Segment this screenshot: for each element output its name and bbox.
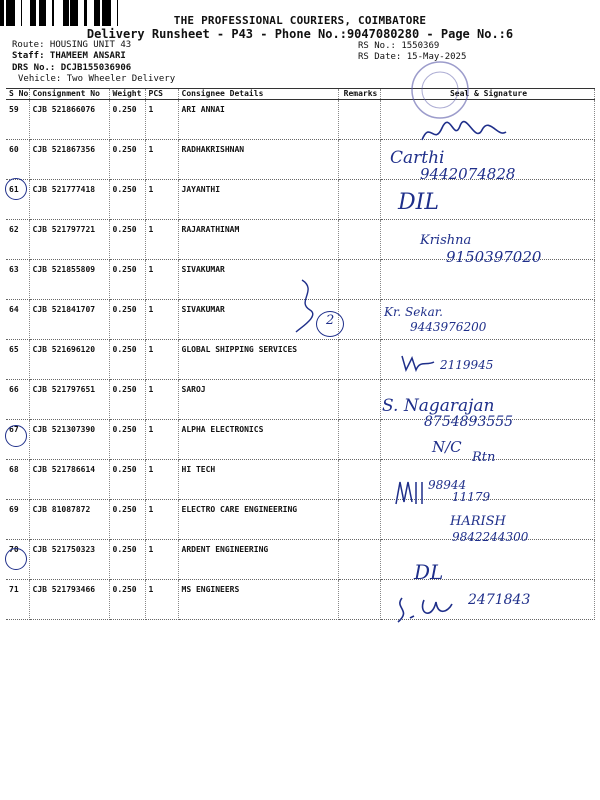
cell-weight: 0.250 <box>109 420 145 460</box>
cell-cons: CJB 521307390 <box>29 420 109 460</box>
empty-cell <box>380 540 594 580</box>
empty-cell <box>338 460 380 500</box>
handwriting: 9442074828 <box>420 165 516 183</box>
cell-cons: CJB 521793466 <box>29 580 109 620</box>
runsheet-title: Delivery Runsheet - P43 - Phone No.:9047080280 - Page No.:6 <box>86 27 514 41</box>
empty-cell <box>338 420 380 460</box>
cell-pcs: 1 <box>145 180 178 220</box>
cell-sno: 65 <box>6 340 29 380</box>
cell-weight: 0.250 <box>109 180 145 220</box>
cell-cons: CJB 521786614 <box>29 460 109 500</box>
cell-cons: CJB 521750323 <box>29 540 109 580</box>
route-label: Route: HOUSING UNIT 43 <box>12 40 132 50</box>
cell-sno: 68 <box>6 460 29 500</box>
cell-pcs: 1 <box>145 500 178 540</box>
cell-weight: 0.250 <box>109 100 145 140</box>
col-header: Weight <box>109 89 145 100</box>
table-row <box>6 340 594 380</box>
empty-cell <box>338 140 380 180</box>
cell-cons: CJB 521797651 <box>29 380 109 420</box>
col-header: PCS <box>145 89 178 100</box>
empty-cell <box>338 540 380 580</box>
empty-cell <box>338 380 380 420</box>
signature-icon <box>392 478 428 508</box>
empty-cell <box>338 300 380 340</box>
handwriting: 9842244300 <box>452 530 529 544</box>
handwriting: 9150397020 <box>446 248 542 266</box>
cell-weight: 0.250 <box>109 340 145 380</box>
empty-cell <box>338 100 380 140</box>
cell-sno: 62 <box>6 220 29 260</box>
company-name: THE PROFESSIONAL COURIERS, COIMBATORE <box>173 14 427 27</box>
cell-name: ALPHA ELECTRONICS <box>178 420 338 460</box>
handwriting: 98944 <box>428 478 467 492</box>
cell-name: JAYANTHI <box>178 180 338 220</box>
empty-cell <box>338 580 380 620</box>
cell-name: GLOBAL SHIPPING SERVICES <box>178 340 338 380</box>
table-row <box>6 460 594 500</box>
handwriting: 2119945 <box>440 358 494 372</box>
cell-pcs: 1 <box>145 580 178 620</box>
table-row <box>6 180 594 220</box>
cell-pcs: 1 <box>145 100 178 140</box>
rs-date: RS Date: 15-May-2025 <box>358 52 467 62</box>
handwriting: 2 <box>326 313 335 328</box>
cell-name: ARDENT ENGINEERING <box>178 540 338 580</box>
cell-name: RAJARATHINAM <box>178 220 338 260</box>
cell-weight: 0.250 <box>109 260 145 300</box>
empty-cell <box>338 260 380 300</box>
cell-pcs: 1 <box>145 380 178 420</box>
cell-weight: 0.250 <box>109 140 145 180</box>
handwriting: Carthi <box>390 148 445 168</box>
cell-pcs: 1 <box>145 260 178 300</box>
col-header: Consignment No <box>29 89 109 100</box>
circled-row-mark <box>5 548 27 570</box>
cell-name: RADHAKRISHNAN <box>178 140 338 180</box>
cell-pcs: 1 <box>145 220 178 260</box>
cell-sno: 69 <box>6 500 29 540</box>
cell-cons: CJB 521841707 <box>29 300 109 340</box>
cell-weight: 0.250 <box>109 540 145 580</box>
cell-name: MS ENGINEERS <box>178 580 338 620</box>
cell-pcs: 1 <box>145 540 178 580</box>
handwriting: Krishna <box>420 233 472 248</box>
cell-cons: CJB 81087872 <box>29 500 109 540</box>
cell-pcs: 1 <box>145 460 178 500</box>
cell-sno: 71 <box>6 580 29 620</box>
cell-weight: 0.250 <box>109 460 145 500</box>
cell-name: SAROJ <box>178 380 338 420</box>
handwriting: 2471843 <box>468 592 531 608</box>
empty-cell <box>338 340 380 380</box>
cell-weight: 0.250 <box>109 580 145 620</box>
cell-cons: CJB 521867356 <box>29 140 109 180</box>
empty-cell <box>338 180 380 220</box>
handwriting: HARISH <box>450 514 506 529</box>
cell-name: ARI ANNAI <box>178 100 338 140</box>
cell-cons: CJB 521866076 <box>29 100 109 140</box>
handwriting: DIL <box>398 190 439 215</box>
cell-sno: 66 <box>6 380 29 420</box>
vehicle-label: Vehicle: Two Wheeler Delivery <box>18 74 176 84</box>
table-header-row <box>6 89 594 100</box>
cell-weight: 0.250 <box>109 380 145 420</box>
circled-row-mark <box>5 178 27 200</box>
cell-sno: 67 <box>6 420 29 460</box>
empty-cell <box>338 500 380 540</box>
cell-sno: 61 <box>6 180 29 220</box>
cell-sno: 70 <box>6 540 29 580</box>
cell-sno: 59 <box>6 100 29 140</box>
handwriting: DL <box>414 560 444 584</box>
cell-cons: CJB 521855809 <box>29 260 109 300</box>
handwriting: 11179 <box>452 490 491 504</box>
cell-pcs: 1 <box>145 300 178 340</box>
signature-icon <box>392 592 472 628</box>
handwriting: Kr. Sekar. <box>384 305 443 319</box>
handwriting: 8754893555 <box>424 414 514 430</box>
cell-pcs: 1 <box>145 140 178 180</box>
circled-row-mark <box>5 425 27 447</box>
empty-cell <box>338 220 380 260</box>
cell-weight: 0.250 <box>109 500 145 540</box>
cell-name: SIVAKUMAR <box>178 300 338 340</box>
col-header: S No <box>6 89 29 100</box>
cell-cons: CJB 521797721 <box>29 220 109 260</box>
cell-sno: 60 <box>6 140 29 180</box>
handwriting: S. Nagarajan <box>382 396 495 416</box>
table-row <box>6 540 594 580</box>
rs-number: RS No.: 1550369 <box>358 41 440 51</box>
col-header: Seal & Signature <box>380 89 594 100</box>
col-header: Consignee Details <box>178 89 338 100</box>
cell-sno: 64 <box>6 300 29 340</box>
cell-name: SIVAKUMAR <box>178 260 338 300</box>
cell-cons: CJB 521696120 <box>29 340 109 380</box>
cell-pcs: 1 <box>145 340 178 380</box>
cell-sno: 63 <box>6 260 29 300</box>
handwriting: 9443976200 <box>410 320 487 334</box>
cell-weight: 0.250 <box>109 300 145 340</box>
cell-name: ELECTRO CARE ENGINEERING <box>178 500 338 540</box>
col-header: Remarks <box>338 89 380 100</box>
staff-label: Staff: THAMEEM ANSARI <box>12 51 126 61</box>
handwriting: Rtn <box>472 450 496 465</box>
signature-icon <box>420 118 510 148</box>
handwriting: N/C <box>432 438 462 456</box>
cell-weight: 0.250 <box>109 220 145 260</box>
signature-icon <box>400 350 440 374</box>
cell-name: HI TECH <box>178 460 338 500</box>
drs-number: DRS No.: DCJB155036906 <box>12 63 132 73</box>
cell-cons: CJB 521777418 <box>29 180 109 220</box>
cell-pcs: 1 <box>145 420 178 460</box>
